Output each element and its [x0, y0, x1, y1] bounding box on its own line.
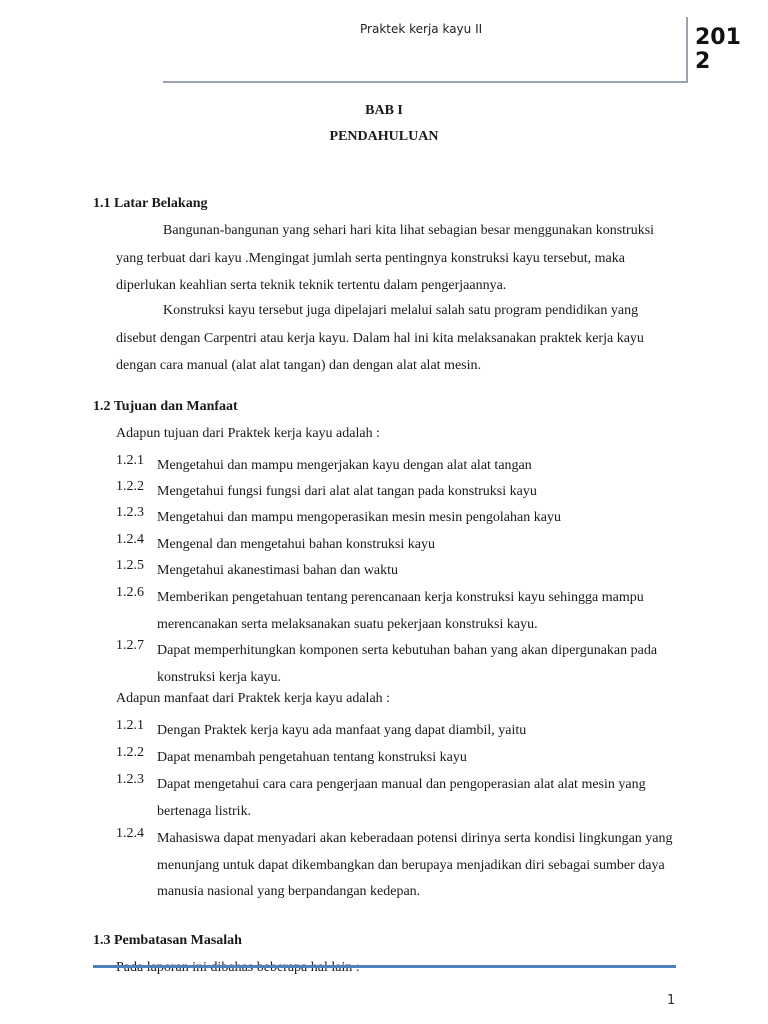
list-item-number: 1.2.1 — [116, 453, 144, 468]
pembatasan-intro — [116, 960, 360, 976]
list-item-text: Dengan Praktek kerja kayu ada manfaat yang dapat diambil, yaitu — [157, 723, 527, 738]
tujuan-intro: Adapun tujuan dari Praktek kerja kayu adalah : — [116, 426, 380, 441]
list-item-text: Mengenal dan mengetahui bahan konstruksi kayu — [157, 537, 435, 552]
list-item-text: Mengetahui dan mampu mengerjakan kayu dengan alat alat tangan — [157, 458, 532, 473]
section-heading-tujuan-manfaat: 1.2 Tujuan dan Manfaat — [93, 399, 238, 414]
page-number: 1 — [667, 993, 676, 1008]
list-item-number: 1.2.5 — [116, 558, 144, 573]
chapter-number: BAB I — [365, 103, 403, 118]
header-year: 2012 — [695, 25, 741, 74]
section-heading-pembatasan-masalah: 1.3 Pembatasan Masalah — [93, 933, 242, 948]
list-item-number: 1.2.2 — [116, 479, 144, 494]
list-item-text: Mengetahui dan mampu mengoperasikan mesin mesin pengolahan kayu — [157, 510, 561, 525]
list-item-number: 1.2.2 — [116, 745, 144, 760]
list-item-text: Memberikan pengetahuan tentang perencanaan kerja konstruksi kayu sehingga mampu merencanakan serta melaksanakan suatu pekerjaan konstruksi kayu. — [157, 590, 644, 632]
list-item-text: Dapat menambah pengetahuan tentang konstruksi kayu — [157, 750, 467, 765]
list-item-text: Dapat mengetahui cara cara pengerjaan manual dan pengoperasian alat alat mesin yang bertenaga listrik. — [157, 777, 646, 819]
list-item-text: Mengetahui akanestimasi bahan dan waktu — [157, 563, 399, 578]
header-rule — [163, 81, 687, 83]
list-item-number: 1.2.4 — [116, 826, 144, 841]
header-divider — [686, 17, 688, 83]
list-item-number: 1.2.4 — [116, 532, 144, 547]
list-item-number: 1.2.6 — [116, 585, 144, 600]
list-item-text: Mahasiswa dapat menyadari akan keberadaan potensi dirinya serta kondisi lingkungan yang menunjang untuk dapat dikembangkan dan berupaya menjadikan diri sebagai sumber daya manusia nasional yang berpandangan kedepan. — [157, 831, 673, 899]
paragraph-latar-belakang-1: Bangunan-bangunan yang sehari hari kita lihat sebagian besar menggunakan konstruksi yang terbuat dari kayu .Mengingat jumlah serta pentingnya konstruksi kayu tersebut, maka diperlukan keahlian serta teknik teknik tertentu dalam pengerjaannya. — [116, 223, 655, 293]
list-item-text: Dapat memperhitungkan komponen serta kebutuhan bahan yang akan dipergunakan pada konstruksi kerja kayu. — [157, 643, 658, 685]
manfaat-intro: Adapun manfaat dari Praktek kerja kayu adalah : — [116, 691, 391, 706]
list-item-number: 1.2.3 — [116, 772, 144, 787]
list-item-text: Mengetahui fungsi fungsi dari alat alat tangan pada konstruksi kayu — [157, 484, 537, 499]
footer-rule — [93, 965, 676, 968]
list-item-number: 1.2.3 — [116, 505, 144, 520]
chapter-title: PENDAHULUAN — [329, 129, 439, 144]
list-item-number: 1.2.1 — [116, 718, 144, 733]
list-item-number: 1.2.7 — [116, 638, 144, 653]
section-heading-latar-belakang: 1.1 Latar Belakang — [93, 196, 208, 211]
paragraph-latar-belakang-2: Konstruksi kayu tersebut juga dipelajari melalui salah satu program pendidikan yang disebut dengan Carpentri atau kerja kayu. Dalam hal ini kita melaksanakan praktek kerja kayu dengan cara manual (alat alat tangan) dan dengan alat alat mesin. — [116, 303, 644, 373]
header-title: Praktek kerja kayu II — [360, 22, 483, 36]
